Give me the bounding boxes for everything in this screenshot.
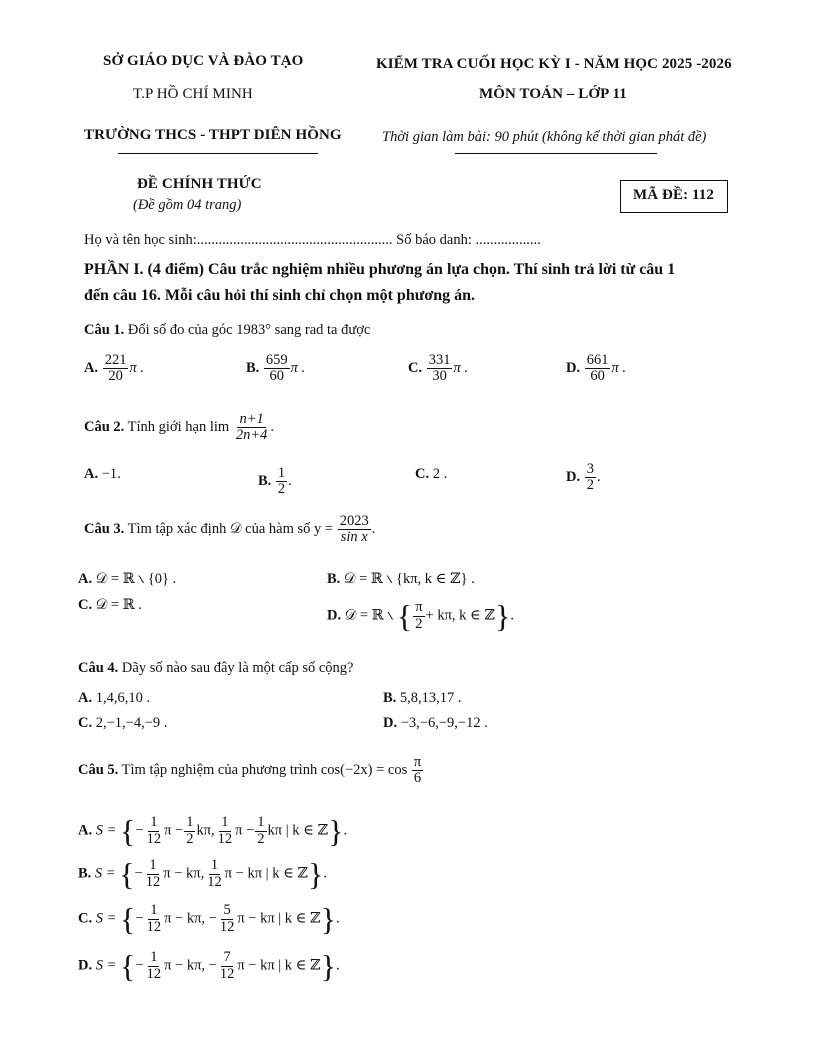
q5-a-d1: 12 <box>146 830 162 847</box>
q4-label: Câu 4. <box>78 660 119 676</box>
q5-c-d2: 12 <box>219 918 235 935</box>
q5-a-n4: 1 <box>257 814 265 831</box>
q2-b-num: 1 <box>277 465 286 481</box>
q3-a-text: 𝒟 = ℝ ∖ {0} . <box>95 571 177 587</box>
q2-label: Câu 2. <box>84 419 125 436</box>
q5-b-n2: 1 <box>210 857 219 874</box>
q2-b-key: B. <box>258 473 272 490</box>
student-info-row <box>84 232 541 249</box>
q3-d-den: 2 <box>415 615 423 632</box>
q2-b-tail: . <box>288 473 292 490</box>
q5-a-t4: kπ | k ∈ ℤ <box>267 822 329 839</box>
q2-d-key: D. <box>566 469 581 486</box>
q1-c-den: 30 <box>432 368 447 385</box>
q5-a-m1: − <box>135 822 144 839</box>
time-note: Thời gian làm bài: 90 phút (không kể thời gian phát đề) <box>382 129 707 145</box>
q3-option-c[interactable] <box>78 597 142 614</box>
q1-a-tail: π . <box>129 360 144 377</box>
q2-text: Tính giới hạn lim <box>127 419 230 436</box>
q5-c-s: S = <box>95 910 117 927</box>
q5-a-t3: π − <box>235 822 255 839</box>
q5-option-b[interactable]: B. S = {− $\frac{1}{12}$ π − kπ, $\frac{1}{12}$ π − kπ | k ∈ ℤ}. <box>78 856 327 892</box>
official-label: ĐỀ CHÍNH THỨC <box>137 176 262 192</box>
q5-option-a[interactable]: A. S = {− $\frac{1}{12}$ π − $\frac{1}{2}$ kπ, $\frac{1}{12}$ π − $\frac{1}{2}$ kπ | k ∈ ℤ}. <box>78 813 348 849</box>
q3-d-pre: 𝒟 = ℝ ∖ <box>344 607 394 624</box>
q4-option-b[interactable] <box>383 690 462 707</box>
q3-option-a[interactable] <box>78 571 176 588</box>
q1-c-num: 331 <box>428 352 451 368</box>
q1-option-d[interactable] <box>566 353 626 384</box>
q3-den: sin x <box>340 529 368 546</box>
student-id-label: Số báo danh: <box>396 232 472 248</box>
q3-c-key: C. <box>78 597 93 613</box>
q1-b-tail: π . <box>290 360 306 377</box>
q5-b-d2: 12 <box>207 873 222 890</box>
dept-line2: T.P HỒ CHÍ MINH <box>133 86 253 102</box>
q1-d-key: D. <box>566 360 581 377</box>
q5-a-key: A. <box>78 822 93 839</box>
q4-c-key: C. <box>78 715 93 731</box>
q5-d-d1: 12 <box>146 965 162 982</box>
q4-c-text: 2,−1,−4,−9 . <box>95 715 168 731</box>
q5-a-tail: . <box>343 822 348 839</box>
q1-option-b[interactable] <box>246 353 305 384</box>
q5-num: π <box>413 754 422 770</box>
part1-line2: đến câu 16. Mỗi câu hỏi thí sinh chỉ chọn một phương án. <box>84 287 475 304</box>
question-3 <box>84 514 375 545</box>
q1-text: Đổi số đo của góc 1983° sang rad ta được <box>127 322 371 338</box>
q5-d-n1: 1 <box>150 949 158 966</box>
q4-b-text: 5,8,13,17 . <box>399 690 462 706</box>
pages-note: (Đề gồm 04 trang) <box>133 197 242 213</box>
q5-b-t1: π − kπ, <box>163 865 205 882</box>
q1-d-tail: π . <box>611 360 626 377</box>
q4-text: Dãy số nào sau đây là một cấp số cộng? <box>121 660 354 676</box>
q3-num: 2023 <box>339 513 369 529</box>
q3-label: Câu 3. <box>84 521 125 538</box>
q1-a-den: 20 <box>108 368 123 385</box>
q5-b-m1: − <box>134 865 143 882</box>
q1-d-num: 661 <box>586 352 609 368</box>
q5-c-n1: 1 <box>150 902 158 919</box>
q4-d-key: D. <box>383 715 398 731</box>
question-4 <box>78 660 353 677</box>
q2-d-num: 3 <box>586 461 594 477</box>
q2-b-den: 2 <box>277 481 286 498</box>
q2-option-a[interactable] <box>84 466 121 483</box>
school-underline <box>118 153 318 154</box>
q5-d-t1: π − kπ, − <box>164 957 217 974</box>
q1-label: Câu 1. <box>84 322 125 338</box>
q2-option-d[interactable] <box>566 462 601 493</box>
subject-title: MÔN TOÁN – LỚP 11 <box>479 86 627 102</box>
question-1 <box>84 322 370 339</box>
q5-d-tail: . <box>335 957 340 974</box>
q5-option-c[interactable]: C. S = {− $\frac{1}{12}$ π − kπ, − $\frac{5}{12}$ π − kπ | k ∈ ℤ}. <box>78 901 340 937</box>
q5-text: Tìm tập nghiệm của phương trình cos(−2x) = cos <box>121 762 408 779</box>
q1-b-den: 60 <box>269 368 285 385</box>
q5-a-n3: 1 <box>221 814 229 831</box>
q5-c-d1: 12 <box>146 918 162 935</box>
q1-c-tail: π . <box>453 360 468 377</box>
q2-c-key: C. <box>415 466 430 482</box>
q5-den: 6 <box>413 770 422 787</box>
student-name-field[interactable]: ...................................................... <box>196 232 393 248</box>
q3-d-num: π <box>415 599 423 616</box>
school-name: TRƯỜNG THCS - THPT DIÊN HỒNG <box>84 127 342 143</box>
q3-d-key: D. <box>327 607 342 624</box>
q1-b-num: 659 <box>265 352 288 368</box>
q1-option-a[interactable] <box>84 353 144 384</box>
q5-a-d2: 2 <box>186 830 194 847</box>
q4-a-key: A. <box>78 690 93 706</box>
q4-option-a[interactable] <box>78 690 150 707</box>
q5-d-key: D. <box>78 957 93 974</box>
q2-num: n+1 <box>239 411 264 427</box>
q5-label: Câu 5. <box>78 762 119 779</box>
q5-c-m1: − <box>135 910 144 927</box>
q2-a-text: −1. <box>101 466 121 482</box>
q1-a-num: 221 <box>104 352 127 368</box>
q3-b-key: B. <box>327 571 341 587</box>
q5-a-d4: 2 <box>257 830 265 847</box>
q5-c-t2: π − kπ | k ∈ ℤ <box>237 910 321 927</box>
q5-a-d3: 12 <box>217 830 233 847</box>
q1-c-key: C. <box>408 360 423 377</box>
q5-b-s: S = <box>94 865 116 882</box>
q3-d-tail: . <box>510 607 514 624</box>
q3-text: Tìm tập xác định 𝒟 của hàm số y = <box>127 521 334 538</box>
q5-c-n2: 5 <box>223 902 231 919</box>
q5-a-s: S = <box>95 822 117 839</box>
question-5 <box>78 755 424 786</box>
q2-a-key: A. <box>84 466 99 482</box>
q5-c-tail: . <box>335 910 340 927</box>
q4-d-text: −3,−6,−9,−12 . <box>400 715 488 731</box>
q3-b-text: 𝒟 = ℝ ∖ {kπ, k ∈ ℤ} . <box>343 571 475 587</box>
q5-a-t1: π − <box>164 822 184 839</box>
q5-d-t2: π − kπ | k ∈ ℤ <box>237 957 321 974</box>
q3-option-d[interactable]: D. 𝒟 = ℝ ∖ { $\frac{\pi}{2}$ + kπ, k ∈ ℤ}. <box>327 598 514 634</box>
q5-a-n1: 1 <box>150 814 158 831</box>
q3-d-post: + kπ, k ∈ ℤ <box>425 607 495 624</box>
q2-c-text: 2 . <box>432 466 448 482</box>
student-name-label: Họ và tên học sinh: <box>84 232 197 248</box>
q5-option-d[interactable]: D. S = {− $\frac{1}{12}$ π − kπ, − $\frac{7}{12}$ π − kπ | k ∈ ℤ}. <box>78 948 340 984</box>
q1-b-key: B. <box>246 360 260 377</box>
q3-c-text: 𝒟 = ℝ . <box>95 597 143 613</box>
q4-a-text: 1,4,6,10 . <box>95 690 151 706</box>
q2-d-den: 2 <box>586 477 594 494</box>
q5-d-s: S = <box>95 957 117 974</box>
q4-option-c[interactable] <box>78 715 167 732</box>
q4-b-key: B. <box>383 690 397 706</box>
dept-line1: SỞ GIÁO DỤC VÀ ĐÀO TẠO <box>103 53 304 69</box>
q1-d-den: 60 <box>590 368 605 385</box>
q5-c-key: C. <box>78 910 93 927</box>
q3-a-key: A. <box>78 571 93 587</box>
q5-b-tail: . <box>323 865 327 882</box>
time-underline <box>455 153 657 154</box>
q4-option-d[interactable] <box>383 715 488 732</box>
q5-a-n2: 1 <box>186 814 194 831</box>
q2-option-b[interactable] <box>258 466 292 497</box>
part1-line1: PHẦN I. (4 điểm) Câu trắc nghiệm nhiều phương án lựa chọn. Thí sinh trả lời từ câu 1 <box>84 261 676 278</box>
q5-b-t2: π − kπ | k ∈ ℤ <box>224 865 309 882</box>
q5-d-d2: 12 <box>219 965 235 982</box>
q2-d-tail: . <box>596 469 601 486</box>
q3-option-b[interactable] <box>327 571 475 588</box>
q1-a-key: A. <box>84 360 99 377</box>
q5-a-t2: kπ, <box>196 822 215 839</box>
exam-code: MÃ ĐỀ: 112 <box>633 187 714 203</box>
exam-title: KIỂM TRA CUỐI HỌC KỲ I - NĂM HỌC 2025 -2026 <box>376 56 732 72</box>
q5-b-d1: 12 <box>145 873 161 890</box>
q1-option-c[interactable] <box>408 353 468 384</box>
student-id-field[interactable]: .................. <box>475 232 541 248</box>
q2-option-c[interactable] <box>415 466 447 483</box>
q2-tail: . <box>270 419 274 436</box>
question-2 <box>84 412 274 443</box>
q3-tail: . <box>371 521 376 538</box>
q5-d-m1: − <box>135 957 144 974</box>
q5-b-n1: 1 <box>149 857 157 874</box>
q5-b-key: B. <box>78 865 92 882</box>
q5-c-t1: π − kπ, − <box>164 910 217 927</box>
q2-den: 2n+4 <box>235 427 268 444</box>
q5-d-n2: 7 <box>223 949 231 966</box>
